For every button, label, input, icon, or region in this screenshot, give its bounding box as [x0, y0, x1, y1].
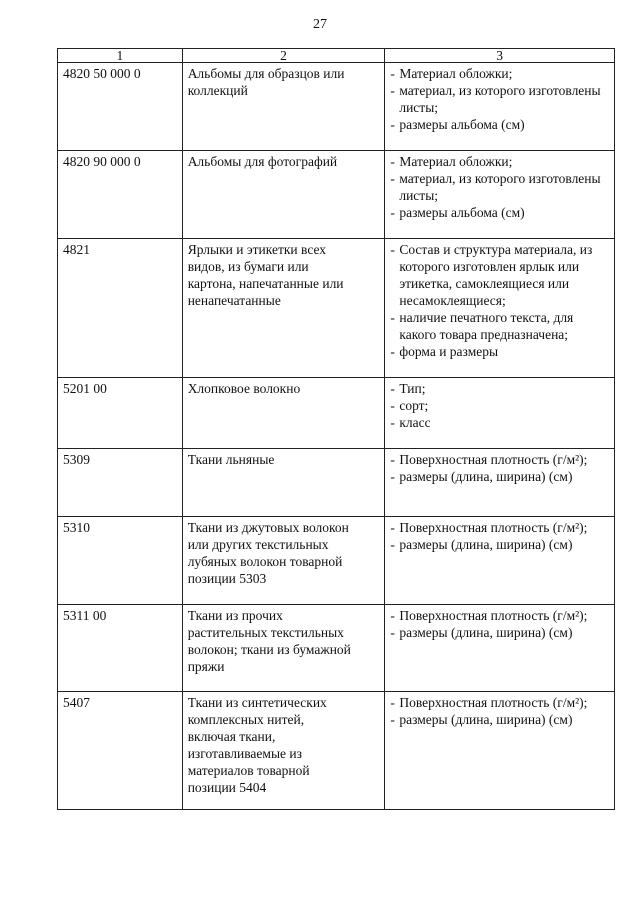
- row-properties: [385, 63, 615, 151]
- property-item: - материал, из которого изготовлены листы;: [390, 170, 609, 204]
- column-header-3: 3: [385, 49, 615, 63]
- row-code: 5310: [58, 517, 183, 605]
- property-item: - форма и размеры: [390, 343, 609, 360]
- table-row: [58, 692, 615, 810]
- row-code: 5407: [58, 692, 183, 810]
- row-properties: [385, 449, 615, 517]
- property-item: - Поверхностная плотность (г/м²);: [390, 519, 609, 536]
- property-item: - Тип;: [390, 380, 609, 397]
- row-properties: [385, 239, 615, 378]
- table-row: [58, 449, 615, 517]
- row-properties: [385, 151, 615, 239]
- row-properties: [385, 692, 615, 810]
- row-code: 5311 00: [58, 605, 183, 692]
- row-properties: [385, 517, 615, 605]
- table-header-row: [58, 49, 615, 63]
- row-name: Ткани из синтетических комплексных нитей, включая ткани, изготавливаемые из материалов товарной позиции 5404: [182, 692, 385, 810]
- row-properties: [385, 605, 615, 692]
- row-name: Альбомы для фотографий: [182, 151, 385, 239]
- row-code: 4820 90 000 0: [58, 151, 183, 239]
- property-item: - размеры альбома (см): [390, 204, 609, 221]
- classification-table: [57, 48, 615, 810]
- row-code: 5309: [58, 449, 183, 517]
- property-item: - класс: [390, 414, 609, 431]
- row-properties: [385, 378, 615, 449]
- row-code: 5201 00: [58, 378, 183, 449]
- property-item: - Поверхностная плотность (г/м²);: [390, 451, 609, 468]
- table-row: [58, 605, 615, 692]
- row-name: Ярлыки и этикетки всех видов, из бумаги или картона, напечатанные или ненапечатанные: [182, 239, 385, 378]
- property-item: - сорт;: [390, 397, 609, 414]
- column-header-1: 1: [58, 49, 183, 63]
- property-item: - наличие печатного текста, для какого товара предназначена;: [390, 309, 609, 343]
- property-item: - Состав и структура материала, из которого изготовлен ярлык или этикетка, самоклеящиеся или несамоклеящиеся;: [390, 241, 609, 309]
- row-name: Хлопковое волокно: [182, 378, 385, 449]
- property-item: - размеры альбома (см): [390, 116, 609, 133]
- row-name: Ткани из прочих растительных текстильных волокон; ткани из бумажной пряжи: [182, 605, 385, 692]
- row-code: 4821: [58, 239, 183, 378]
- row-code: 4820 50 000 0: [58, 63, 183, 151]
- page-number: 27: [313, 17, 327, 32]
- property-item: - размеры (длина, ширина) (см): [390, 711, 609, 728]
- table-row: [58, 239, 615, 378]
- row-name: Ткани льняные: [182, 449, 385, 517]
- table-row: [58, 378, 615, 449]
- table-row: [58, 151, 615, 239]
- row-name: Ткани из джутовых волокон или других текстильных лубяных волокон товарной позиции 5303: [182, 517, 385, 605]
- property-item: - размеры (длина, ширина) (см): [390, 536, 609, 553]
- table-row: [58, 517, 615, 605]
- property-item: - Поверхностная плотность (г/м²);: [390, 694, 609, 711]
- table-row: [58, 63, 615, 151]
- property-item: - Поверхностная плотность (г/м²);: [390, 607, 609, 624]
- property-item: - размеры (длина, ширина) (см): [390, 468, 609, 485]
- column-header-2: 2: [182, 49, 385, 63]
- row-name: Альбомы для образцов или коллекций: [182, 63, 385, 151]
- property-item: - Материал обложки;: [390, 65, 609, 82]
- property-item: - материал, из которого изготовлены листы;: [390, 82, 609, 116]
- property-item: - размеры (длина, ширина) (см): [390, 624, 609, 641]
- property-item: - Материал обложки;: [390, 153, 609, 170]
